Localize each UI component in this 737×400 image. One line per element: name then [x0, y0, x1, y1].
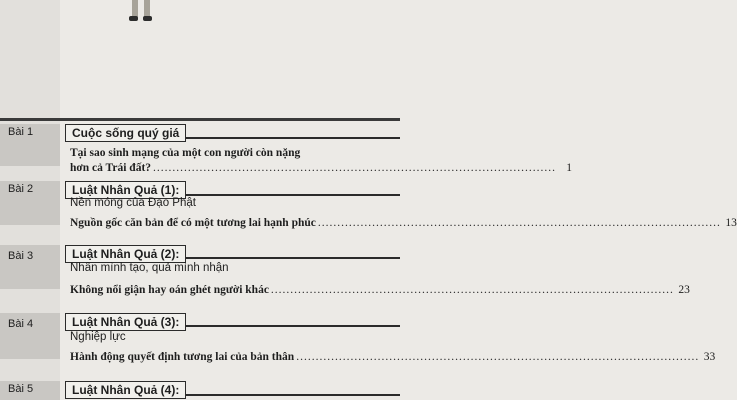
page-number: 13: [725, 217, 737, 229]
leader-dots: ........................................................................................................: [270, 284, 674, 296]
toc-entry: [70, 351, 716, 363]
lesson-label: Bài 2: [8, 183, 34, 195]
lesson-title: Cuộc sống quý giá: [65, 124, 186, 142]
toc-entry: [70, 284, 690, 296]
entry-text: Nguồn gốc căn bản để có một tương lai hạnh phúc: [70, 217, 316, 229]
toc-entry: [70, 162, 573, 174]
section-divider: [0, 118, 400, 121]
entry-text: hơn cả Trái đất?: [70, 162, 152, 174]
page-number: 1: [566, 162, 573, 174]
lesson-label: Bài 3: [8, 250, 34, 262]
page-number: 33: [703, 351, 716, 363]
page-number: 23: [678, 284, 690, 296]
lesson-subtitle: Nhân mình tạo, quả mình nhận: [70, 262, 229, 274]
lesson-title: Luật Nhân Quả (2):: [65, 245, 186, 263]
lesson-label: Bài 4: [8, 318, 34, 330]
lesson-title: Luật Nhân Quả (4):: [65, 381, 186, 399]
lesson-subtitle: Nghiệp lực: [70, 331, 126, 343]
entry-text: Không nổi giận hay oán ghét người khác: [70, 284, 269, 296]
leader-dots: ........................................................................................................: [153, 162, 557, 174]
lesson-title: Luật Nhân Quả (1):: [65, 181, 186, 199]
toc-entry: [70, 217, 737, 229]
entry-line: Tại sao sinh mạng của một con người còn nặng: [70, 147, 301, 159]
lesson-label: Bài 1: [8, 126, 34, 138]
lesson-title: Luật Nhân Quả (3):: [65, 313, 186, 331]
lesson-label: Bài 5: [8, 383, 34, 395]
lesson-subtitle: Nền móng của Đạo Phật: [70, 197, 196, 209]
leader-dots: ........................................................................................................: [296, 351, 700, 363]
leader-dots: ........................................................................................................: [317, 217, 721, 229]
entry-text: Hành động quyết định tương lai của bản thân: [70, 351, 295, 363]
illustration-figure: [128, 0, 156, 22]
